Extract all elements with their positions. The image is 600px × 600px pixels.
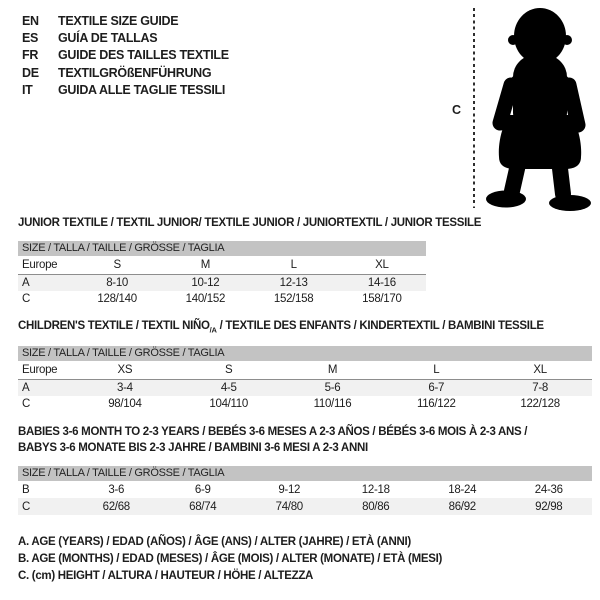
size-header-bar: SIZE / TALLA / TAILLE / GRÖSSE / TAGLIA [18, 241, 426, 256]
size-cell: 5-6 [324, 382, 341, 394]
table-row [18, 275, 426, 291]
language-row [22, 29, 229, 46]
size-cell: XL [375, 259, 389, 271]
children-size-table [18, 346, 592, 412]
size-cell: 152/158 [273, 293, 314, 305]
row-label: Europe [22, 364, 58, 376]
language-title-block [22, 12, 229, 99]
language-label: TEXTILGRÖßENFÜHRUNG [58, 65, 212, 80]
row-label: A [22, 277, 30, 289]
row-label: C [22, 500, 31, 513]
row-label: B [22, 483, 30, 496]
size-cell: 8-10 [106, 277, 129, 289]
size-cell: L [433, 364, 440, 376]
children-title-post: / TEXTILE DES ENFANTS / KINDERTEXTIL / BAMBINI TESSILE [216, 320, 544, 332]
size-cell: 86/92 [448, 500, 476, 513]
size-cell: M [327, 364, 338, 376]
language-code: DE [22, 65, 39, 80]
babies-section-title-line2: BABYS 3-6 MONATE BIS 2-3 JAHRE / BAMBINI 3-6 MESI A 2-3 ANNI [18, 442, 368, 454]
row-label: C [22, 293, 31, 305]
size-cell: 12-18 [361, 483, 390, 496]
size-cell: 4-5 [220, 382, 237, 394]
junior-section-title: JUNIOR TEXTILE / TEXTIL JUNIOR/ TEXTILE JUNIOR / JUNIORTEXTIL / JUNIOR TESSILE [18, 217, 482, 229]
baby-silhouette-icon [479, 5, 599, 218]
height-measure-label: C [452, 103, 461, 117]
footnote-c: C. (cm) HEIGHT / ALTURA / HAUTEUR / HÖHE / ALTEZZA [18, 570, 314, 582]
size-cell: 3-6 [108, 483, 125, 496]
size-cell: 7-8 [532, 382, 548, 394]
footnote-a: A. AGE (YEARS) / EDAD (AÑOS) / ÂGE (ANS) / ALTER (JAHRE) / ETÀ (ANNI) [18, 536, 411, 548]
size-cell: 104/110 [209, 398, 248, 410]
size-cell: 14-16 [367, 277, 396, 289]
size-cell: XS [117, 364, 133, 376]
size-cell: 80/86 [362, 500, 390, 513]
size-cell: 158/170 [362, 293, 402, 305]
size-cell: 128/140 [97, 293, 137, 305]
size-cell: 74/80 [275, 500, 303, 513]
language-code: FR [22, 48, 39, 63]
language-row [22, 82, 229, 99]
table-row [18, 380, 592, 396]
language-label: GUÍA DE TALLAS [58, 31, 158, 46]
row-label: Europe [22, 259, 58, 271]
size-cell: 62/68 [102, 500, 130, 513]
children-title-sub: /A [209, 325, 217, 335]
size-cell: 110/116 [313, 398, 352, 410]
size-cell: 9-12 [278, 483, 301, 496]
language-row [22, 47, 229, 64]
language-row [22, 12, 229, 29]
size-cell: 18-24 [448, 483, 477, 496]
size-cell: S [225, 364, 233, 376]
size-cell: 98/104 [108, 398, 142, 410]
size-cell: 140/152 [185, 293, 226, 305]
size-cell: XL [533, 364, 547, 376]
size-cell: 116/122 [416, 398, 456, 410]
table-row [18, 481, 592, 498]
size-header-bar: SIZE / TALLA / TAILLE / GRÖSSE / TAGLIA [18, 466, 592, 481]
babies-section-title-line1: BABIES 3-6 MONTH TO 2-3 YEARS / BEBÉS 3-6 MESES A 2-3 AÑOS / BÉBÉS 3-6 MOIS À 2-3 ANS / [18, 426, 528, 438]
language-label: GUIDE DES TAILLES TEXTILE [58, 48, 229, 63]
size-cell: 3-4 [117, 382, 133, 394]
size-cell: 122/128 [520, 398, 560, 410]
height-dotted-line [473, 8, 475, 208]
size-cell: M [200, 259, 211, 271]
junior-size-table [18, 241, 426, 307]
size-cell: L [290, 259, 297, 271]
babies-size-table [18, 466, 592, 515]
table-row [18, 396, 592, 412]
language-code: IT [22, 83, 33, 98]
size-cell: 6-9 [194, 483, 211, 496]
language-row [22, 64, 229, 81]
table-row [18, 291, 426, 307]
language-code: ES [22, 31, 39, 46]
table-row [18, 498, 592, 515]
size-cell: 92/98 [535, 500, 563, 513]
row-label: C [22, 398, 31, 410]
size-cell: 10-12 [191, 277, 220, 289]
language-label: TEXTILE SIZE GUIDE [58, 13, 179, 28]
size-cell: 24-36 [534, 483, 563, 496]
size-cell: 12-13 [279, 277, 308, 289]
children-section-title [18, 320, 544, 334]
language-label: GUIDA ALLE TAGLIE TESSILI [58, 83, 226, 98]
footnote-b: B. AGE (MONTHS) / EDAD (MESES) / ÂGE (MOIS) / ALTER (MONATE) / ETÀ (MESI) [18, 553, 443, 565]
size-cell: 6-7 [428, 382, 445, 394]
size-header-bar: SIZE / TALLA / TAILLE / GRÖSSE / TAGLIA [18, 346, 592, 361]
size-cell: 68/74 [189, 500, 217, 513]
table-row [18, 256, 426, 275]
row-label: A [22, 382, 30, 394]
size-cell: S [113, 259, 121, 271]
language-code: EN [22, 13, 39, 28]
children-title-pre: CHILDREN'S TEXTILE / TEXTIL NIÑO [18, 320, 210, 332]
table-row [18, 361, 592, 380]
